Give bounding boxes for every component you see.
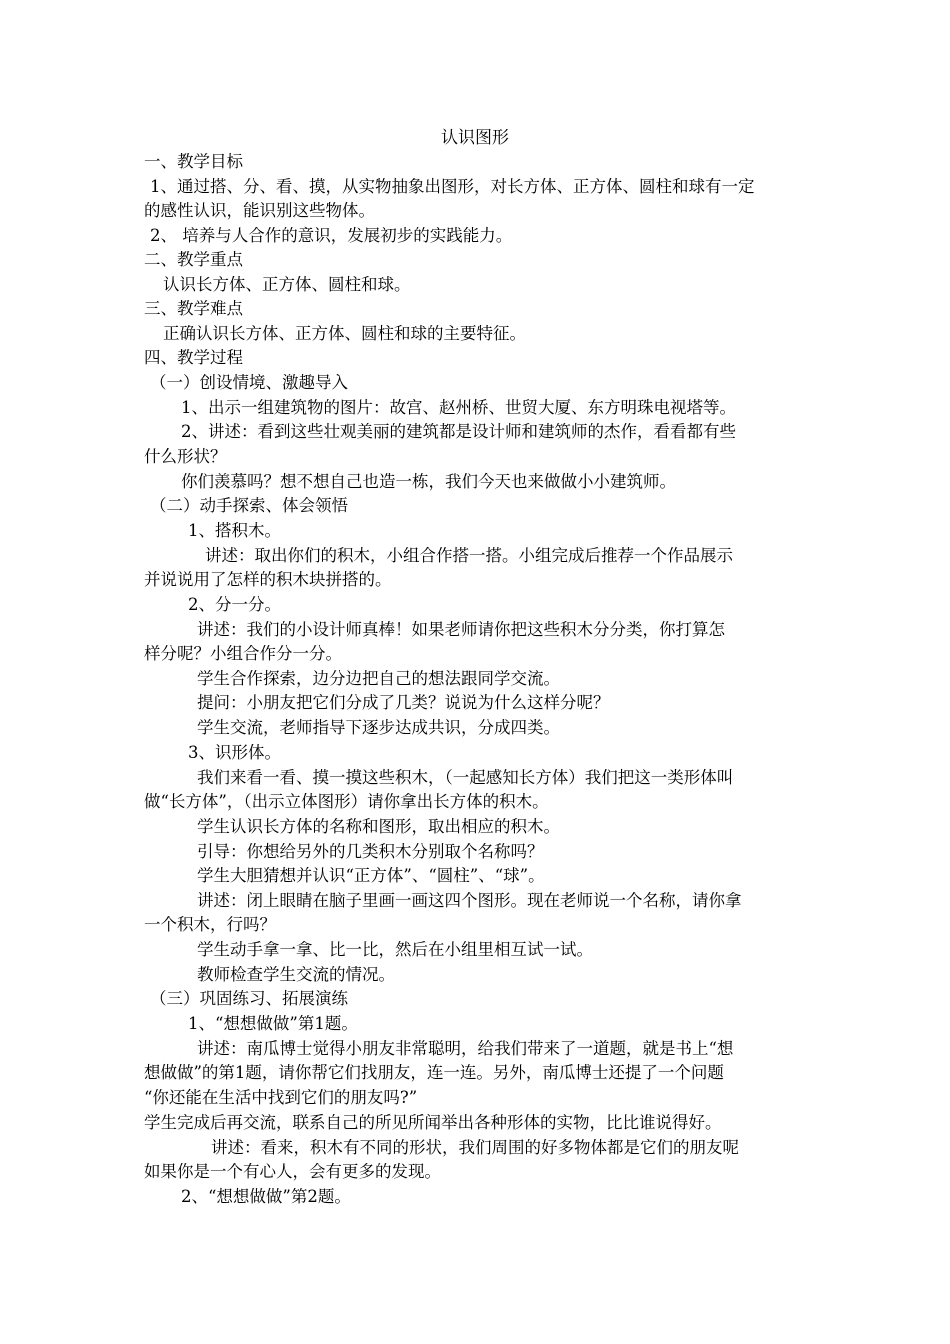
paragraph-line: 做“长方体”，（出示立体图形）请你拿出长方体的积木。 (144, 792, 549, 811)
paragraph-line: 学生交流，老师指导下逐步达成共识，分成四类。 (197, 718, 560, 737)
subsection-heading: （二）动手探索、体会领悟 (150, 496, 348, 515)
paragraph-line: 2、讲述：看到这些壮观美丽的建筑都是设计师和建筑师的杰作，看看都有些 (181, 422, 736, 441)
subsection-heading: （一）创设情境、激趣导入 (150, 373, 348, 392)
paragraph-line: 正确认识长方体、正方体、圆柱和球的主要特征。 (163, 324, 526, 343)
paragraph-line: 什么形状？ (144, 447, 227, 466)
paragraph-line: “你还能在生活中找到它们的朋友吗?” (144, 1088, 418, 1107)
paragraph-line: 想做做”的第1题，请你帮它们找朋友，连一连。另外，南瓜博士还提了一个问题 (144, 1063, 724, 1082)
paragraph-line: 你们羡慕吗？想不想自己也造一栋，我们今天也来做做小小建筑师。 (181, 472, 676, 491)
paragraph-line: 学生认识长方体的名称和图形，取出相应的积木。 (197, 817, 560, 836)
paragraph-line: 2、分一分。 (188, 595, 281, 614)
paragraph-line: 1、“想想做做”第1题。 (188, 1014, 358, 1033)
paragraph-line: 1、搭积木。 (188, 521, 281, 540)
section-heading-process: 四、教学过程 (144, 348, 243, 367)
subsection-heading: （三）巩固练习、拓展演练 (150, 989, 348, 1008)
paragraph-line: 学生完成后再交流，联系自己的所见所闻举出各种形体的实物，比比谁说得好。 (144, 1113, 722, 1132)
paragraph-line: 学生动手拿一拿、比一比，然后在小组里相互试一试。 (197, 940, 593, 959)
paragraph-line: 提问：小朋友把它们分成了几类？说说为什么这样分呢？ (197, 693, 610, 712)
paragraph-line: 讲述：我们的小设计师真棒！如果老师请你把这些积木分分类，你打算怎 (197, 620, 725, 639)
paragraph-line: 如果你是一个有心人，会有更多的发现。 (144, 1162, 441, 1181)
paragraph-line: 讲述：看来，积木有不同的形状，我们周围的好多物体都是它们的朋友呢 (211, 1138, 739, 1157)
paragraph-line: 讲述：闭上眼睛在脑子里画一画这四个图形。现在老师说一个名称，请你拿 (197, 891, 742, 910)
document-title: 认识图形 (441, 128, 509, 148)
paragraph-line: 2、“想想做做”第2题。 (181, 1187, 351, 1206)
section-heading-key-points: 二、教学重点 (144, 250, 243, 269)
paragraph-line: 教师检查学生交流的情况。 (197, 965, 395, 984)
paragraph-line: 讲述：取出你们的积木，小组合作搭一搭。小组完成后推荐一个作品展示 (205, 546, 733, 565)
paragraph-line: 一个积木，行吗？ (144, 915, 276, 934)
paragraph-line: 引导：你想给另外的几类积木分别取个名称吗？ (197, 842, 544, 861)
paragraph-line: 1、通过搭、分、看、摸，从实物抽象出图形，对长方体、正方体、圆柱和球有一定 (150, 177, 755, 196)
paragraph-line: 样分呢？小组合作分一分。 (144, 644, 342, 663)
paragraph-line: 并说说用了怎样的积木块拼搭的。 (144, 570, 392, 589)
paragraph-line: 3、识形体。 (188, 743, 281, 762)
section-heading-difficulties: 三、教学难点 (144, 299, 243, 318)
paragraph-line: 我们来看一看、摸一摸这些积木，（一起感知长方体）我们把这一类形体叫 (197, 768, 734, 787)
section-heading-objectives: 一、教学目标 (144, 152, 243, 171)
paragraph-line: 的感性认识，能识别这些物体。 (144, 201, 375, 220)
paragraph-line: 学生大胆猜想并认识“正方体”、“圆柱”、“球”。 (197, 866, 545, 885)
paragraph-line: 2、 培养与人合作的意识，发展初步的实践能力。 (150, 226, 513, 245)
paragraph-line: 学生合作探索，边分边把自己的想法跟同学交流。 (197, 669, 560, 688)
paragraph-line: 1、出示一组建筑物的图片：故宫、赵州桥、世贸大厦、东方明珠电视塔等。 (181, 398, 736, 417)
paragraph-line: 讲述：南瓜博士觉得小朋友非常聪明，给我们带来了一道题，就是书上“想 (197, 1039, 734, 1058)
paragraph-line: 认识长方体、正方体、圆柱和球。 (163, 275, 411, 294)
